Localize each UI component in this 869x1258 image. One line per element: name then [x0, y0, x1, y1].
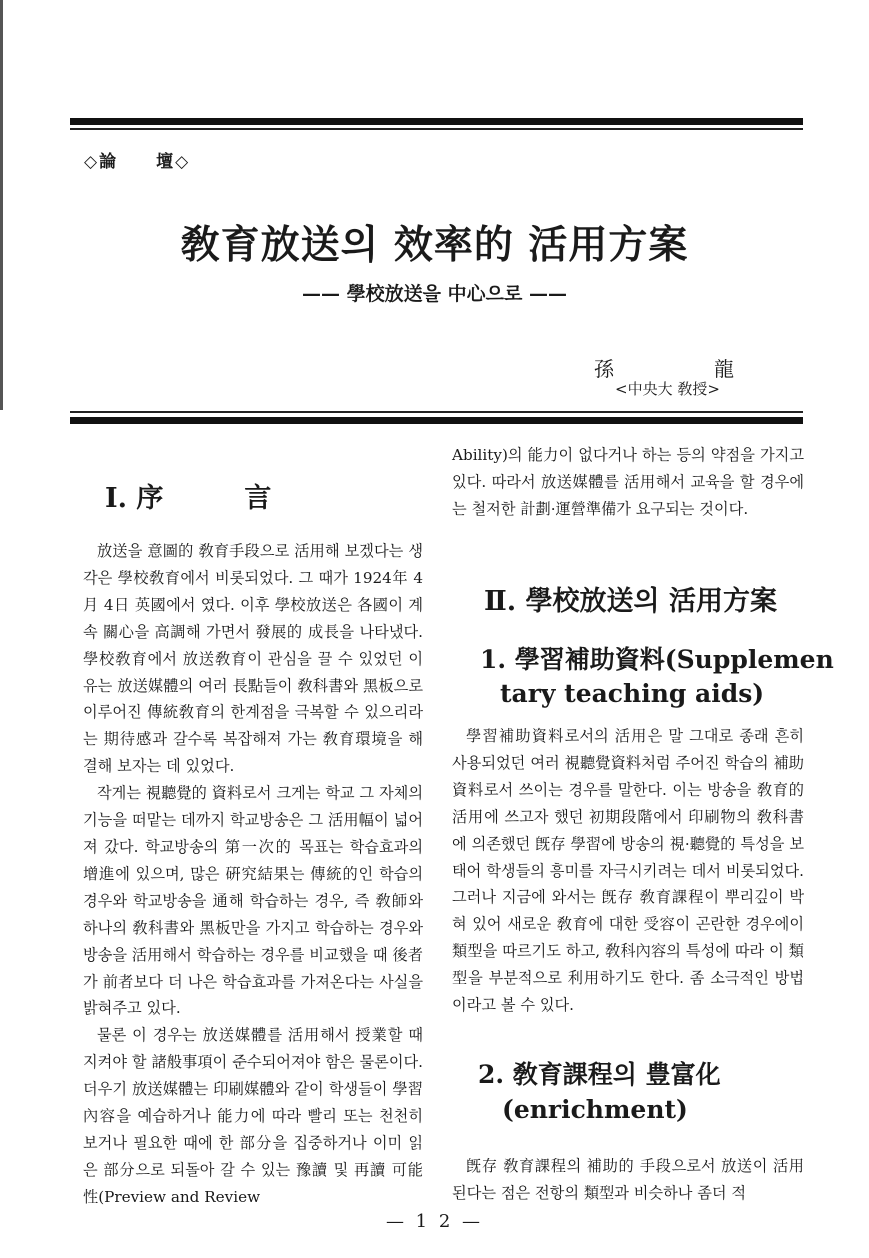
paragraph: 放送을 意圖的 敎育手段으로 活用해 보겠다는 생각은 學校敎育에서 비롯되었다. 그 때가 1924年 4月 4日 英國에서 였다. 이후 學校放送은 各國이 계속 關心을 高調해 가면서 發展的 成長을 나타냈다. 學校敎育에서 放送敎育이 관심을 끌 수 있었던 이유는 放送媒體의 여러 長點들이 敎科書와 黑板으로 이루어진 傳統敎育의 한계점을 극복할 수 있으리라는 期待感과 갈수록 복잡해져 가는 敎育環境을 해결해 보자는 데 있었다. — [83, 542, 423, 776]
author-name: 孫 龍 — [594, 357, 734, 381]
heading-introduction: Ⅰ. 序 言 — [105, 483, 272, 514]
right-column-2-2 — [452, 1153, 804, 1207]
paragraph: 작게는 視聽覺的 資料로서 크게는 학교 그 자체의 기능을 떠맡는 데까지 학교방송은 그 活用幅이 넓어져 갔다. 학교방송의 第一次的 목표는 학습효과의 增進에 있으며, 많은 硏究結果는 傳統的인 학습의 경우와 학교방송을 通해 학습하는 경우, 즉 敎師와 하나의 敎科書와 黑板만을 가지고 학습하는 경우와 방송을 活用해서 학습하는 경우를 비교했을 때 後者가 前者보다 더 나은 학습효과를 가져온다는 사실을 밝혀주고 있다. — [83, 784, 423, 1018]
header-rule-thick — [70, 417, 803, 424]
article-title: 敎育放送의 效率的 活用方案 — [180, 222, 689, 268]
heading-2-2-line2: (enrichment) — [502, 1095, 688, 1124]
page-number: — 1 2 — — [385, 1211, 484, 1232]
article-subtitle: —— 學校放送을 中心으로 —— — [302, 283, 567, 305]
section-tag: ◇論 壇◇ — [84, 152, 191, 172]
right-column-top — [452, 442, 804, 523]
paragraph: 學習補助資料로서의 活用은 말 그대로 종래 흔히 사용되었던 여러 視聽覺資料처럼 주어진 학습의 補助資料로서 쓰이는 경우를 말한다. 이는 방송을 敎育的 活用에 쓰고자 했던 初期段階에서 印刷物의 敎科書에 의존했던 旣存 學習에 방송의 視·聽覺的 특성을 보태어 학생들의 흥미를 자극시키려는 데서 비롯되었다. 그러나 지금에 와서는 旣存 敎育課程이 뿌리깊이 박혀 있어 새로운 敎育에 대한 受容이 곤란한 경우에이 類型을 따르기도 하고, 敎科內容의 특성에 따라 이 類型을 부분적으로 利用하기도 한다. 좀 소극적인 방법이라고 볼 수 있다. — [452, 727, 804, 1015]
heading-2-2-line1: 2. 敎育課程의 豊富化 — [478, 1060, 721, 1089]
paragraph: 물론 이 경우는 放送媒體를 活用해서 授業할 때 지켜야 할 諸般事項이 준수되어져야 함은 물론이다. 더우기 放送媒體는 印刷媒體와 같이 학생들이 學習內容을 예습하거나 能力에 따라 빨리 또는 천천히 보거나 필요한 때에 한 部分을 집중하거나 이미 읽은 部分으로 되돌아 갈 수 있는 豫讀 및 再讀 可能性(Preview and Review — [83, 1026, 423, 1206]
left-column — [83, 538, 423, 1211]
right-column-2-1 — [452, 723, 804, 1019]
author-affiliation: <中央大 敎授> — [615, 380, 720, 398]
heading-2-1-line1: 1. 學習補助資料(Supplemen — [480, 645, 834, 674]
header-rule-thin — [70, 411, 803, 413]
scan-edge-line — [0, 0, 3, 410]
top-rule-thin — [70, 128, 803, 130]
heading-2-1-line2: tary teaching aids) — [500, 679, 765, 708]
paragraph: 旣存 敎育課程의 補助的 手段으로서 放送이 活用된다는 점은 전항의 類型과 비슷하나 좀더 적 — [452, 1157, 804, 1202]
top-rule-thick — [70, 118, 803, 125]
paragraph: Ability)의 能力이 없다거나 하는 등의 약점을 가지고 있다. 따라서 放送媒體를 活用해서 교육을 할 경우에는 철저한 計劃·運營準備가 요구되는 것이다. — [452, 446, 804, 518]
heading-section-2: Ⅱ. 學校放送의 活用方案 — [484, 586, 778, 617]
